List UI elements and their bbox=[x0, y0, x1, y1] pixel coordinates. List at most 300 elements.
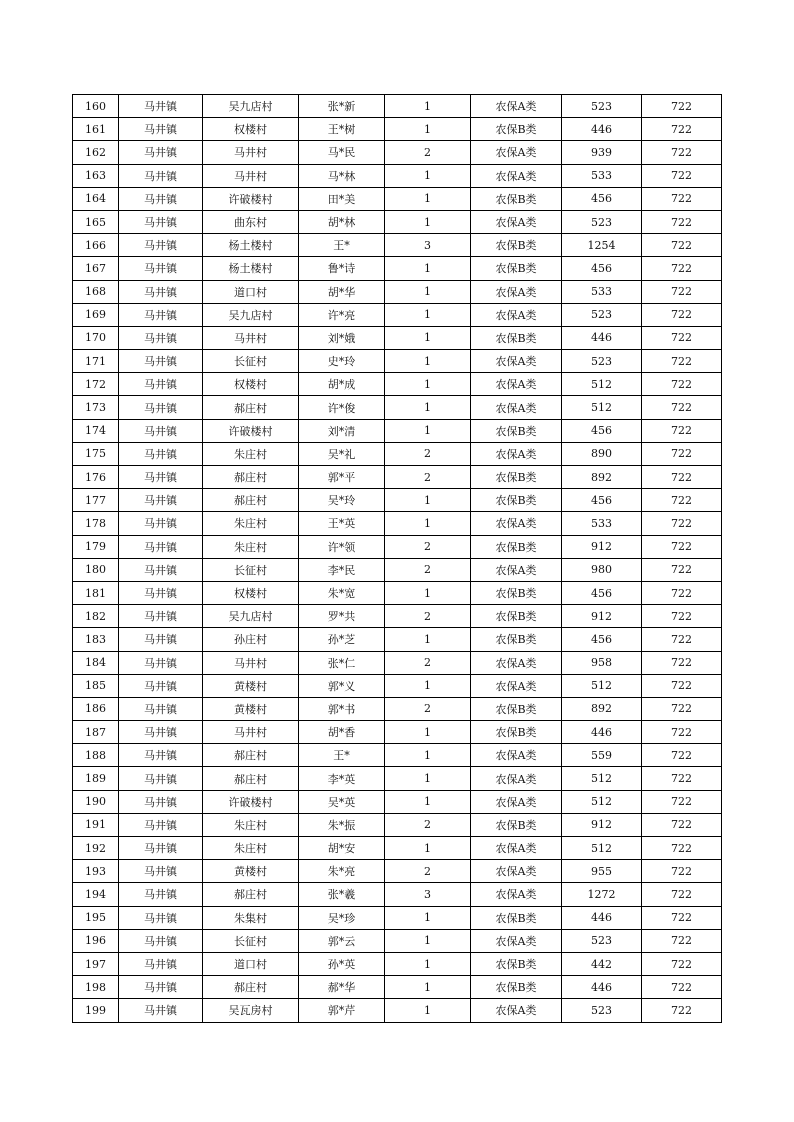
amount-cell: 523 bbox=[562, 210, 642, 233]
category-cell: 农保A类 bbox=[471, 280, 562, 303]
village-cell: 吴九店村 bbox=[203, 95, 299, 118]
standard-cell: 722 bbox=[642, 164, 722, 187]
amount-cell: 512 bbox=[562, 373, 642, 396]
standard-cell: 722 bbox=[642, 813, 722, 836]
village-cell: 马井村 bbox=[203, 651, 299, 674]
amount-cell: 512 bbox=[562, 396, 642, 419]
name-cell: 吴*礼 bbox=[299, 442, 385, 465]
town-cell: 马井镇 bbox=[119, 396, 203, 419]
name-cell: 张*仁 bbox=[299, 651, 385, 674]
household-count-cell: 2 bbox=[385, 558, 471, 581]
village-cell: 长征村 bbox=[203, 558, 299, 581]
name-cell: 郭*义 bbox=[299, 674, 385, 697]
row-number-cell: 177 bbox=[73, 489, 119, 512]
category-cell: 农保A类 bbox=[471, 929, 562, 952]
town-cell: 马井镇 bbox=[119, 234, 203, 257]
village-cell: 郝庄村 bbox=[203, 767, 299, 790]
town-cell: 马井镇 bbox=[119, 373, 203, 396]
table-row bbox=[73, 860, 722, 883]
category-cell: 农保A类 bbox=[471, 744, 562, 767]
village-cell: 黄楼村 bbox=[203, 674, 299, 697]
category-cell: 农保B类 bbox=[471, 697, 562, 720]
category-cell: 农保A类 bbox=[471, 883, 562, 906]
household-count-cell: 1 bbox=[385, 489, 471, 512]
amount-cell: 512 bbox=[562, 674, 642, 697]
village-cell: 马井村 bbox=[203, 326, 299, 349]
table-row bbox=[73, 674, 722, 697]
household-count-cell: 1 bbox=[385, 952, 471, 975]
household-count-cell: 1 bbox=[385, 373, 471, 396]
category-cell: 农保A类 bbox=[471, 303, 562, 326]
category-cell: 农保B类 bbox=[471, 605, 562, 628]
name-cell: 许*亮 bbox=[299, 303, 385, 326]
amount-cell: 892 bbox=[562, 466, 642, 489]
name-cell: 朱*亮 bbox=[299, 860, 385, 883]
name-cell: 郭*云 bbox=[299, 929, 385, 952]
household-count-cell: 1 bbox=[385, 419, 471, 442]
household-count-cell: 1 bbox=[385, 210, 471, 233]
row-number-cell: 164 bbox=[73, 187, 119, 210]
town-cell: 马井镇 bbox=[119, 326, 203, 349]
household-count-cell: 1 bbox=[385, 628, 471, 651]
amount-cell: 892 bbox=[562, 697, 642, 720]
category-cell: 农保A类 bbox=[471, 674, 562, 697]
village-cell: 孙庄村 bbox=[203, 628, 299, 651]
category-cell: 农保B类 bbox=[471, 118, 562, 141]
standard-cell: 722 bbox=[642, 697, 722, 720]
village-cell: 朱集村 bbox=[203, 906, 299, 929]
town-cell: 马井镇 bbox=[119, 697, 203, 720]
table-row bbox=[73, 697, 722, 720]
town-cell: 马井镇 bbox=[119, 118, 203, 141]
village-cell: 许破楼村 bbox=[203, 790, 299, 813]
amount-cell: 533 bbox=[562, 512, 642, 535]
table-row bbox=[73, 141, 722, 164]
town-cell: 马井镇 bbox=[119, 744, 203, 767]
category-cell: 农保A类 bbox=[471, 95, 562, 118]
village-cell: 吴九店村 bbox=[203, 605, 299, 628]
row-number-cell: 193 bbox=[73, 860, 119, 883]
village-cell: 马井村 bbox=[203, 141, 299, 164]
category-cell: 农保B类 bbox=[471, 581, 562, 604]
town-cell: 马井镇 bbox=[119, 164, 203, 187]
town-cell: 马井镇 bbox=[119, 187, 203, 210]
category-cell: 农保A类 bbox=[471, 860, 562, 883]
standard-cell: 722 bbox=[642, 651, 722, 674]
village-cell: 曲东村 bbox=[203, 210, 299, 233]
standard-cell: 722 bbox=[642, 141, 722, 164]
table-row bbox=[73, 234, 722, 257]
table-row bbox=[73, 744, 722, 767]
row-number-cell: 174 bbox=[73, 419, 119, 442]
name-cell: 郭*芹 bbox=[299, 999, 385, 1022]
table-row bbox=[73, 466, 722, 489]
row-number-cell: 168 bbox=[73, 280, 119, 303]
household-count-cell: 1 bbox=[385, 581, 471, 604]
household-count-cell: 2 bbox=[385, 535, 471, 558]
village-cell: 长征村 bbox=[203, 350, 299, 373]
household-count-cell: 1 bbox=[385, 767, 471, 790]
row-number-cell: 185 bbox=[73, 674, 119, 697]
town-cell: 马井镇 bbox=[119, 581, 203, 604]
name-cell: 许*俊 bbox=[299, 396, 385, 419]
table-row bbox=[73, 558, 722, 581]
household-count-cell: 1 bbox=[385, 999, 471, 1022]
standard-cell: 722 bbox=[642, 883, 722, 906]
amount-cell: 523 bbox=[562, 350, 642, 373]
name-cell: 胡*香 bbox=[299, 721, 385, 744]
table-row bbox=[73, 883, 722, 906]
village-cell: 杨土楼村 bbox=[203, 257, 299, 280]
village-cell: 权楼村 bbox=[203, 373, 299, 396]
category-cell: 农保A类 bbox=[471, 558, 562, 581]
village-cell: 长征村 bbox=[203, 929, 299, 952]
row-number-cell: 190 bbox=[73, 790, 119, 813]
table-row bbox=[73, 767, 722, 790]
category-cell: 农保B类 bbox=[471, 326, 562, 349]
household-count-cell: 2 bbox=[385, 442, 471, 465]
row-number-cell: 162 bbox=[73, 141, 119, 164]
table-row bbox=[73, 280, 722, 303]
town-cell: 马井镇 bbox=[119, 141, 203, 164]
name-cell: 罗*共 bbox=[299, 605, 385, 628]
name-cell: 胡*林 bbox=[299, 210, 385, 233]
category-cell: 农保A类 bbox=[471, 790, 562, 813]
table-row bbox=[73, 512, 722, 535]
table-row bbox=[73, 906, 722, 929]
standard-cell: 722 bbox=[642, 744, 722, 767]
name-cell: 王*英 bbox=[299, 512, 385, 535]
amount-cell: 955 bbox=[562, 860, 642, 883]
category-cell: 农保B类 bbox=[471, 976, 562, 999]
name-cell: 郭*平 bbox=[299, 466, 385, 489]
row-number-cell: 161 bbox=[73, 118, 119, 141]
town-cell: 马井镇 bbox=[119, 721, 203, 744]
category-cell: 农保A类 bbox=[471, 651, 562, 674]
amount-cell: 456 bbox=[562, 187, 642, 210]
name-cell: 吴*珍 bbox=[299, 906, 385, 929]
category-cell: 农保A类 bbox=[471, 164, 562, 187]
amount-cell: 512 bbox=[562, 837, 642, 860]
amount-cell: 980 bbox=[562, 558, 642, 581]
amount-cell: 1272 bbox=[562, 883, 642, 906]
household-count-cell: 2 bbox=[385, 466, 471, 489]
household-count-cell: 1 bbox=[385, 790, 471, 813]
town-cell: 马井镇 bbox=[119, 674, 203, 697]
town-cell: 马井镇 bbox=[119, 790, 203, 813]
household-count-cell: 1 bbox=[385, 118, 471, 141]
amount-cell: 512 bbox=[562, 767, 642, 790]
row-number-cell: 167 bbox=[73, 257, 119, 280]
amount-cell: 912 bbox=[562, 535, 642, 558]
row-number-cell: 189 bbox=[73, 767, 119, 790]
village-cell: 郝庄村 bbox=[203, 744, 299, 767]
name-cell: 胡*华 bbox=[299, 280, 385, 303]
table-row bbox=[73, 605, 722, 628]
name-cell: 朱*振 bbox=[299, 813, 385, 836]
household-count-cell: 1 bbox=[385, 280, 471, 303]
name-cell: 刘*清 bbox=[299, 419, 385, 442]
town-cell: 马井镇 bbox=[119, 906, 203, 929]
town-cell: 马井镇 bbox=[119, 350, 203, 373]
household-count-cell: 1 bbox=[385, 164, 471, 187]
table-row bbox=[73, 257, 722, 280]
town-cell: 马井镇 bbox=[119, 628, 203, 651]
name-cell: 郝*华 bbox=[299, 976, 385, 999]
table-row bbox=[73, 929, 722, 952]
category-cell: 农保A类 bbox=[471, 767, 562, 790]
standard-cell: 722 bbox=[642, 999, 722, 1022]
village-cell: 道口村 bbox=[203, 952, 299, 975]
row-number-cell: 160 bbox=[73, 95, 119, 118]
village-cell: 黄楼村 bbox=[203, 860, 299, 883]
name-cell: 王* bbox=[299, 234, 385, 257]
village-cell: 杨土楼村 bbox=[203, 234, 299, 257]
town-cell: 马井镇 bbox=[119, 512, 203, 535]
village-cell: 郝庄村 bbox=[203, 396, 299, 419]
row-number-cell: 197 bbox=[73, 952, 119, 975]
row-number-cell: 196 bbox=[73, 929, 119, 952]
name-cell: 孙*英 bbox=[299, 952, 385, 975]
standard-cell: 722 bbox=[642, 95, 722, 118]
town-cell: 马井镇 bbox=[119, 442, 203, 465]
row-number-cell: 169 bbox=[73, 303, 119, 326]
row-number-cell: 179 bbox=[73, 535, 119, 558]
table-body bbox=[73, 95, 722, 1023]
village-cell: 朱庄村 bbox=[203, 535, 299, 558]
amount-cell: 523 bbox=[562, 999, 642, 1022]
category-cell: 农保A类 bbox=[471, 373, 562, 396]
name-cell: 刘*娥 bbox=[299, 326, 385, 349]
household-count-cell: 1 bbox=[385, 906, 471, 929]
amount-cell: 533 bbox=[562, 280, 642, 303]
household-count-cell: 2 bbox=[385, 697, 471, 720]
standard-cell: 722 bbox=[642, 234, 722, 257]
amount-cell: 446 bbox=[562, 118, 642, 141]
amount-cell: 456 bbox=[562, 628, 642, 651]
category-cell: 农保A类 bbox=[471, 141, 562, 164]
table-row bbox=[73, 396, 722, 419]
household-count-cell: 2 bbox=[385, 651, 471, 674]
standard-cell: 722 bbox=[642, 280, 722, 303]
village-cell: 郝庄村 bbox=[203, 976, 299, 999]
name-cell: 王* bbox=[299, 744, 385, 767]
standard-cell: 722 bbox=[642, 512, 722, 535]
category-cell: 农保B类 bbox=[471, 489, 562, 512]
town-cell: 马井镇 bbox=[119, 767, 203, 790]
standard-cell: 722 bbox=[642, 628, 722, 651]
standard-cell: 722 bbox=[642, 929, 722, 952]
category-cell: 农保B类 bbox=[471, 187, 562, 210]
village-cell: 马井村 bbox=[203, 164, 299, 187]
category-cell: 农保B类 bbox=[471, 813, 562, 836]
name-cell: 许*领 bbox=[299, 535, 385, 558]
row-number-cell: 184 bbox=[73, 651, 119, 674]
category-cell: 农保B类 bbox=[471, 952, 562, 975]
town-cell: 马井镇 bbox=[119, 419, 203, 442]
town-cell: 马井镇 bbox=[119, 813, 203, 836]
amount-cell: 533 bbox=[562, 164, 642, 187]
category-cell: 农保B类 bbox=[471, 419, 562, 442]
standard-cell: 722 bbox=[642, 187, 722, 210]
category-cell: 农保A类 bbox=[471, 350, 562, 373]
standard-cell: 722 bbox=[642, 303, 722, 326]
household-count-cell: 2 bbox=[385, 605, 471, 628]
table-row bbox=[73, 721, 722, 744]
name-cell: 马*林 bbox=[299, 164, 385, 187]
name-cell: 王*树 bbox=[299, 118, 385, 141]
name-cell: 孙*芝 bbox=[299, 628, 385, 651]
household-count-cell: 1 bbox=[385, 512, 471, 535]
town-cell: 马井镇 bbox=[119, 860, 203, 883]
category-cell: 农保A类 bbox=[471, 837, 562, 860]
village-cell: 黄楼村 bbox=[203, 697, 299, 720]
table-row bbox=[73, 350, 722, 373]
amount-cell: 446 bbox=[562, 976, 642, 999]
village-cell: 郝庄村 bbox=[203, 489, 299, 512]
standard-cell: 722 bbox=[642, 837, 722, 860]
row-number-cell: 165 bbox=[73, 210, 119, 233]
standard-cell: 722 bbox=[642, 442, 722, 465]
amount-cell: 890 bbox=[562, 442, 642, 465]
amount-cell: 446 bbox=[562, 906, 642, 929]
town-cell: 马井镇 bbox=[119, 303, 203, 326]
household-count-cell: 1 bbox=[385, 257, 471, 280]
standard-cell: 722 bbox=[642, 396, 722, 419]
category-cell: 农保B类 bbox=[471, 234, 562, 257]
town-cell: 马井镇 bbox=[119, 489, 203, 512]
standard-cell: 722 bbox=[642, 906, 722, 929]
household-count-cell: 3 bbox=[385, 883, 471, 906]
amount-cell: 512 bbox=[562, 790, 642, 813]
town-cell: 马井镇 bbox=[119, 999, 203, 1022]
village-cell: 朱庄村 bbox=[203, 512, 299, 535]
town-cell: 马井镇 bbox=[119, 929, 203, 952]
row-number-cell: 186 bbox=[73, 697, 119, 720]
village-cell: 许破楼村 bbox=[203, 187, 299, 210]
amount-cell: 523 bbox=[562, 95, 642, 118]
table-row bbox=[73, 187, 722, 210]
village-cell: 朱庄村 bbox=[203, 442, 299, 465]
table-row bbox=[73, 976, 722, 999]
amount-cell: 912 bbox=[562, 605, 642, 628]
category-cell: 农保A类 bbox=[471, 396, 562, 419]
standard-cell: 722 bbox=[642, 419, 722, 442]
table-row bbox=[73, 535, 722, 558]
row-number-cell: 182 bbox=[73, 605, 119, 628]
amount-cell: 446 bbox=[562, 326, 642, 349]
category-cell: 农保B类 bbox=[471, 628, 562, 651]
town-cell: 马井镇 bbox=[119, 605, 203, 628]
table-row bbox=[73, 419, 722, 442]
beneficiary-table bbox=[72, 94, 722, 1023]
category-cell: 农保B类 bbox=[471, 466, 562, 489]
table-row bbox=[73, 651, 722, 674]
row-number-cell: 180 bbox=[73, 558, 119, 581]
town-cell: 马井镇 bbox=[119, 280, 203, 303]
table-row bbox=[73, 442, 722, 465]
table-row bbox=[73, 837, 722, 860]
household-count-cell: 1 bbox=[385, 303, 471, 326]
standard-cell: 722 bbox=[642, 210, 722, 233]
standard-cell: 722 bbox=[642, 257, 722, 280]
standard-cell: 722 bbox=[642, 466, 722, 489]
name-cell: 吴*英 bbox=[299, 790, 385, 813]
standard-cell: 722 bbox=[642, 373, 722, 396]
category-cell: 农保B类 bbox=[471, 721, 562, 744]
standard-cell: 722 bbox=[642, 860, 722, 883]
name-cell: 胡*安 bbox=[299, 837, 385, 860]
standard-cell: 722 bbox=[642, 767, 722, 790]
household-count-cell: 1 bbox=[385, 350, 471, 373]
household-count-cell: 2 bbox=[385, 813, 471, 836]
town-cell: 马井镇 bbox=[119, 837, 203, 860]
household-count-cell: 1 bbox=[385, 674, 471, 697]
village-cell: 吴瓦房村 bbox=[203, 999, 299, 1022]
table-row bbox=[73, 95, 722, 118]
row-number-cell: 163 bbox=[73, 164, 119, 187]
amount-cell: 912 bbox=[562, 813, 642, 836]
table-row bbox=[73, 952, 722, 975]
town-cell: 马井镇 bbox=[119, 466, 203, 489]
row-number-cell: 198 bbox=[73, 976, 119, 999]
amount-cell: 958 bbox=[562, 651, 642, 674]
name-cell: 郭*书 bbox=[299, 697, 385, 720]
village-cell: 道口村 bbox=[203, 280, 299, 303]
category-cell: 农保A类 bbox=[471, 210, 562, 233]
amount-cell: 523 bbox=[562, 929, 642, 952]
village-cell: 许破楼村 bbox=[203, 419, 299, 442]
village-cell: 马井村 bbox=[203, 721, 299, 744]
standard-cell: 722 bbox=[642, 721, 722, 744]
category-cell: 农保A类 bbox=[471, 442, 562, 465]
amount-cell: 1254 bbox=[562, 234, 642, 257]
standard-cell: 722 bbox=[642, 790, 722, 813]
village-cell: 朱庄村 bbox=[203, 813, 299, 836]
household-count-cell: 1 bbox=[385, 95, 471, 118]
table-row bbox=[73, 999, 722, 1022]
name-cell: 鲁*诗 bbox=[299, 257, 385, 280]
table-row bbox=[73, 581, 722, 604]
household-count-cell: 1 bbox=[385, 744, 471, 767]
row-number-cell: 178 bbox=[73, 512, 119, 535]
amount-cell: 523 bbox=[562, 303, 642, 326]
table-row bbox=[73, 326, 722, 349]
row-number-cell: 195 bbox=[73, 906, 119, 929]
amount-cell: 442 bbox=[562, 952, 642, 975]
amount-cell: 456 bbox=[562, 419, 642, 442]
table-row bbox=[73, 628, 722, 651]
town-cell: 马井镇 bbox=[119, 883, 203, 906]
row-number-cell: 187 bbox=[73, 721, 119, 744]
household-count-cell: 1 bbox=[385, 976, 471, 999]
amount-cell: 446 bbox=[562, 721, 642, 744]
table-row bbox=[73, 303, 722, 326]
town-cell: 马井镇 bbox=[119, 257, 203, 280]
category-cell: 农保B类 bbox=[471, 535, 562, 558]
standard-cell: 722 bbox=[642, 674, 722, 697]
village-cell: 郝庄村 bbox=[203, 466, 299, 489]
amount-cell: 456 bbox=[562, 257, 642, 280]
table-row bbox=[73, 813, 722, 836]
town-cell: 马井镇 bbox=[119, 210, 203, 233]
town-cell: 马井镇 bbox=[119, 952, 203, 975]
name-cell: 李*民 bbox=[299, 558, 385, 581]
row-number-cell: 192 bbox=[73, 837, 119, 860]
name-cell: 马*民 bbox=[299, 141, 385, 164]
household-count-cell: 1 bbox=[385, 187, 471, 210]
category-cell: 农保B类 bbox=[471, 906, 562, 929]
